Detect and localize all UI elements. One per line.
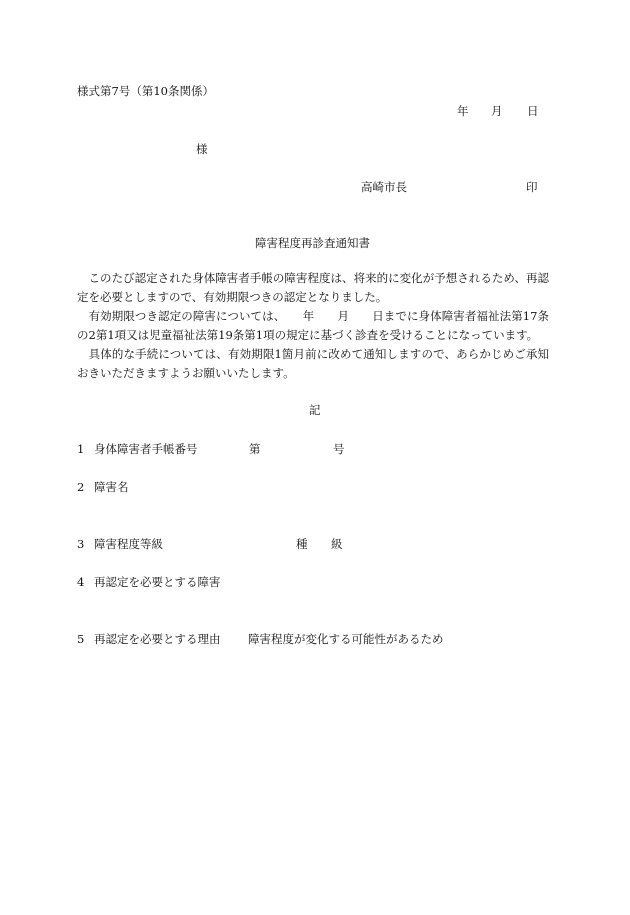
- body-paragraph-1: このたび認定された身体障害者手帳の障害程度は、将来的に変化が予想されるため、再認定を必要としますので、有効期限つきの認定となりました。: [77, 271, 549, 304]
- date-month-label: 月: [491, 104, 503, 118]
- item-4-number: 4: [77, 575, 85, 589]
- item-3-label: 障害程度等級: [94, 537, 163, 551]
- item-3-value-kyu: 級: [331, 537, 343, 551]
- item-2-number: 2: [77, 480, 85, 494]
- item-5-label: 再認定を必要とする理由: [94, 632, 221, 646]
- body-paragraph-3: 具体的な手続については、有効期限1箇月前に改めて通知しますので、あらかじめご承知おきいただきますようお願いいたします。: [77, 347, 549, 380]
- date-year-label: 年: [457, 104, 469, 118]
- item-4-label: 再認定を必要とする障害: [94, 575, 221, 589]
- item-1-number: 1: [77, 442, 85, 456]
- form-number: 様式第7号（第10条関係）: [77, 84, 214, 98]
- seal-mark: 印: [526, 180, 538, 194]
- item-1-label: 身体障害者手帳番号: [94, 442, 198, 456]
- item-5-value: 障害程度が変化する可能性があるため: [248, 632, 444, 646]
- document-title: 障害程度再診査通知書: [255, 236, 370, 250]
- date-day-label: 日: [527, 104, 539, 118]
- item-2-label: 障害名: [94, 480, 129, 494]
- item-3-value-shu: 種: [296, 537, 308, 551]
- item-5-number: 5: [77, 632, 85, 646]
- issuer-name: 高崎市長: [361, 180, 407, 194]
- item-1-value-prefix: 第: [249, 442, 261, 456]
- body-paragraph-2: 有効期限つき認定の障害については、 年 月 日までに身体障害者福祉法第17条の2第1項又は児童福祉法第19条第1項の規定に基づく診査を受けることになっています。: [77, 309, 549, 342]
- item-1-value-suffix: 号: [333, 442, 345, 456]
- ki-heading: 記: [309, 403, 321, 417]
- item-3-number: 3: [77, 537, 85, 551]
- recipient-suffix: 様: [196, 142, 208, 156]
